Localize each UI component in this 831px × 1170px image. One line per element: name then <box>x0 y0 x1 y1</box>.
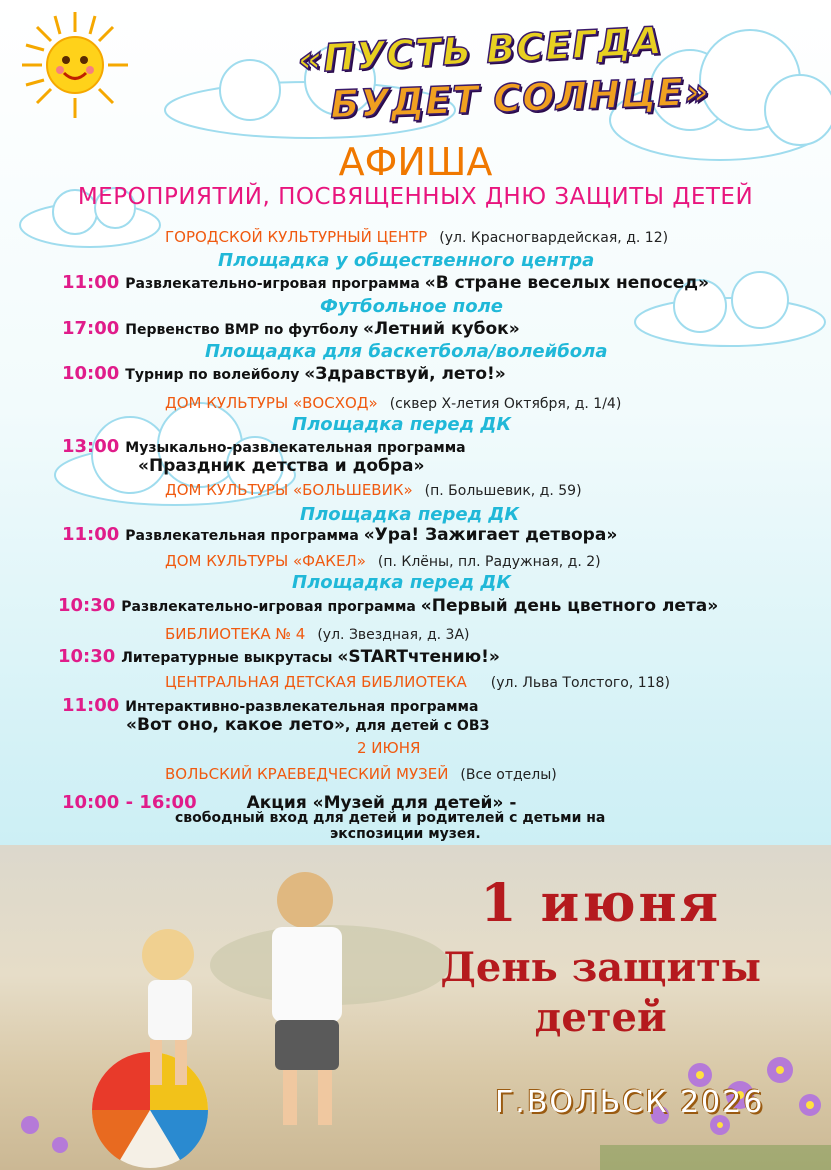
slogan-line-2: БУДЕТ СОЛНЦЕ» <box>329 69 711 127</box>
event-desc: Развлекательная программа <box>125 528 359 544</box>
event-title: Акция «Музей для детей» - <box>246 793 517 813</box>
event-row <box>62 695 478 716</box>
event-desc: Развлекательно-игровая программа <box>121 599 416 615</box>
venue-fakel <box>165 552 601 570</box>
venue-voskhod <box>165 394 621 412</box>
spot-label: Площадка перед ДК <box>300 504 520 525</box>
event-note: , для детей с ОВЗ <box>345 718 490 734</box>
event-time: 11:00 <box>62 695 120 716</box>
event-row <box>62 318 520 339</box>
event-title: «STARTчтению!» <box>337 647 500 667</box>
event-desc: Литературные выкрутасы <box>121 650 333 666</box>
venue-address: (п. Клёны, пл. Радужная, д. 2) <box>377 554 601 570</box>
event-row <box>62 363 506 384</box>
date-june-2: 2 ИЮНЯ <box>357 739 421 757</box>
venue-name: БИБЛИОТЕКА № 4 <box>165 625 306 643</box>
venue-library-4 <box>165 625 469 643</box>
event-time: 10:30 <box>58 646 116 667</box>
photo-date: 1 июня <box>480 873 721 934</box>
event-title: «Ура! Зажигает детвора» <box>363 525 618 545</box>
event-time: 11:00 <box>62 272 120 293</box>
venue-children-library <box>165 673 670 691</box>
venue-address: (ул. Красногвардейская, д. 12) <box>439 230 669 246</box>
event-title: «В стране веселых непосед» <box>424 273 710 293</box>
venue-name: ДОМ КУЛЬТУРЫ «БОЛЬШЕВИК» <box>165 481 413 499</box>
venue-name: ДОМ КУЛЬТУРЫ «ВОСХОД» <box>165 394 378 412</box>
venue-name: ДОМ КУЛЬТУРЫ «ФАКЕЛ» <box>165 552 366 570</box>
event-line: экспозиции музея. <box>330 826 481 842</box>
spot-label: Футбольное поле <box>320 296 503 317</box>
event-line: свободный вход для детей и родителей с детьми на <box>175 810 606 826</box>
venue-address: (ул. Льва Толстого, 118) <box>490 675 670 691</box>
children-photo <box>0 845 831 1170</box>
event-time: 13:00 <box>62 436 120 457</box>
event-row <box>62 272 709 293</box>
event-title: «Летний кубок» <box>363 319 520 339</box>
event-time: 11:00 <box>62 524 120 545</box>
event-row <box>62 524 617 545</box>
venue-bolshevik <box>165 481 582 499</box>
venue-address: (Все отделы) <box>460 767 557 783</box>
event-row <box>58 646 500 667</box>
poster-title: АФИША <box>338 140 493 184</box>
photo-line-2: День защиты <box>440 944 761 991</box>
event-title: «Здравствуй, лето!» <box>304 364 506 384</box>
venue-address: (сквер Х-летия Октября, д. 1/4) <box>389 396 622 412</box>
photo-line-3: детей <box>534 994 667 1041</box>
event-title: «Праздник детства и добра» <box>138 456 425 476</box>
venue-address: (п. Большевик, д. 59) <box>424 483 582 499</box>
event-time: 17:00 <box>62 318 120 339</box>
event-row <box>62 436 466 457</box>
venue-name: ВОЛЬСКИЙ КРАЕВЕДЧЕСКИЙ МУЗЕЙ <box>165 765 449 783</box>
event-desc: Развлекательно-игровая программа <box>125 276 420 292</box>
slogan-line-1: «ПУСТЬ ВСЕГДА <box>296 18 664 82</box>
event-title: «Первый день цветного лета» <box>420 596 719 616</box>
event-desc: Первенство ВМР по футболу <box>125 322 359 338</box>
slogan-banner <box>180 18 780 128</box>
event-desc: Интерактивно-развлекательная программа <box>125 699 479 715</box>
city-year: Г.ВОЛЬСК 2026 <box>495 1085 765 1120</box>
event-title-row <box>138 456 425 476</box>
spot-label: Площадка у общественного центра <box>218 250 595 271</box>
venue-address: (ул. Звездная, д. 3А) <box>317 627 470 643</box>
event-row <box>58 595 718 616</box>
venue-museum <box>165 765 557 783</box>
sun-icon <box>20 10 130 120</box>
event-time: 10:30 <box>58 595 116 616</box>
venue-gkc <box>165 228 668 246</box>
event-desc: Музыкально-развлекательная программа <box>125 440 466 456</box>
event-title: «Вот оно, какое лето» <box>126 715 346 735</box>
event-time: 10:00 - 16:00 <box>62 792 197 813</box>
spot-label: Площадка перед ДК <box>292 572 512 593</box>
photo-heading <box>440 875 761 1043</box>
event-title-row <box>126 715 489 735</box>
event-time: 10:00 <box>62 363 120 384</box>
venue-name: ЦЕНТРАЛЬНАЯ ДЕТСКАЯ БИБЛИОТЕКА <box>165 673 467 691</box>
spot-label: Площадка для баскетбола/волейбола <box>205 341 608 362</box>
event-desc: Турнир по волейболу <box>125 367 300 383</box>
spot-label: Площадка перед ДК <box>292 414 512 435</box>
venue-name: ГОРОДСКОЙ КУЛЬТУРНЫЙ ЦЕНТР <box>165 228 428 246</box>
poster-subtitle: МЕРОПРИЯТИЙ, ПОСВЯЩЕННЫХ ДНЮ ЗАЩИТЫ ДЕТЕЙ <box>77 184 754 210</box>
